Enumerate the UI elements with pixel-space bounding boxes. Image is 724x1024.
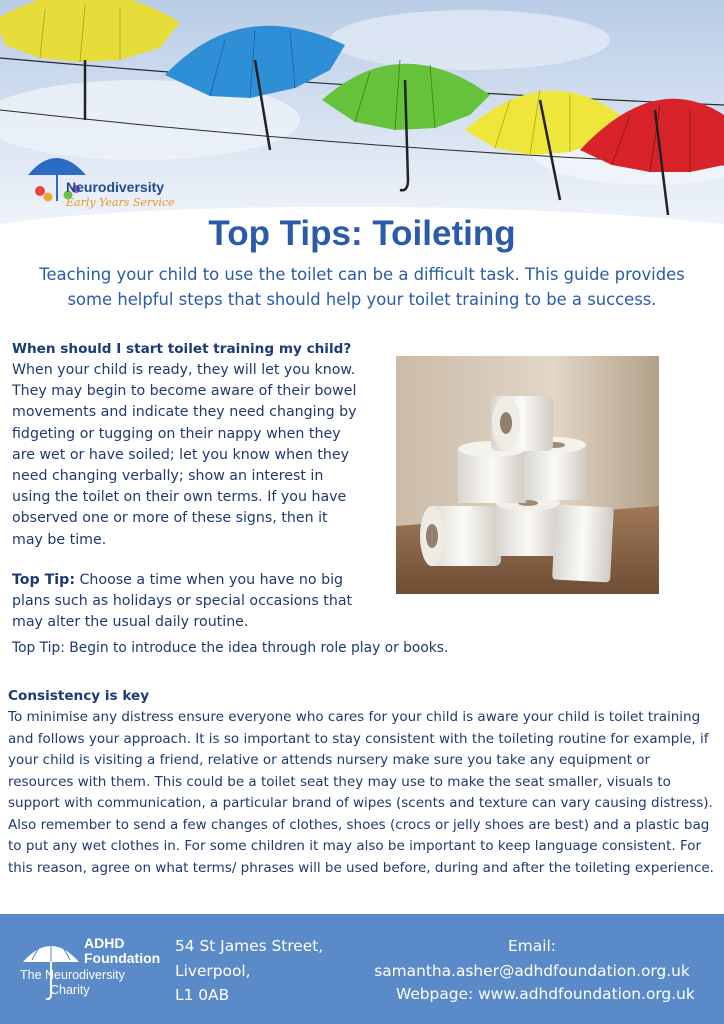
footer-contact (366, 934, 698, 983)
address-line-2: Liverpool, (175, 961, 251, 980)
top-tip-label: Top Tip: (12, 572, 76, 588)
section-heading-when-to-start: When should I start toilet training my child? (12, 341, 352, 357)
address-line-3: L1 0AB (175, 986, 230, 1004)
intro-text: Teaching your child to use the toilet can be a difficult task. This guide provides some helpful steps that should help your toilet training to be a success. (39, 265, 685, 309)
page-title: Top Tips: Toileting (208, 214, 516, 253)
neurodiversity-logo (30, 145, 180, 215)
section-body-consistency: To minimise any distress ensure everyone who cares for your child is aware your child is toilet training and follows your approach. It is so important to stay consistent with the toileting routine for example, if your child is visiting a friend, relative or attends nursery make sure you take any equipment or resources with them. This could be a toilet seat they may use to make the seat smaller, visuals to support with communication, a particular brand of wipes (scents and texture can vary causing distress). Also remember to send a few changes of clothes, shoes (crocs or jelly shoes are best) and a plastic bag to put any wet clothes in. For some children it may also be important to keep language consistent. For this reason, agree on what terms/ phrases will be used before, during and after the toileting experience. (8, 709, 714, 876)
toilet-rolls-photo (396, 356, 659, 594)
footer-org-name (84, 936, 160, 966)
brand-name: Neurodiversity (66, 179, 165, 195)
address-line-1: 54 St James Street, (175, 937, 324, 955)
footer-org-line1: ADHD (84, 935, 125, 951)
top-tip-1-text: Choose a time when you have no big plans such as holidays or special occasions that may alter the usual daily routine. (12, 572, 353, 631)
toilet-rolls-icon (396, 356, 659, 594)
footer-charity-line1: The Neurodiversity (20, 968, 125, 982)
email-label: Email: (508, 937, 556, 955)
email-link[interactable]: samantha.asher@adhdfoundation.org.uk (374, 961, 690, 980)
footer-charity-name (20, 968, 125, 998)
footer-charity-line2: Charity (50, 983, 90, 997)
green-umbrella (322, 60, 490, 190)
footer-org-line2: Foundation (84, 950, 161, 966)
hero-banner (0, 0, 724, 245)
adhd-foundation-logo (18, 932, 161, 1012)
brand-subtitle: Early Years Service (66, 196, 175, 209)
footer-address (175, 934, 323, 1008)
top-tip-2: Top Tip: Begin to introduce the idea through role play or books. (12, 640, 449, 656)
top-tip-1 (12, 570, 357, 634)
webpage-link[interactable]: Webpage: www.adhdfoundation.org.uk (396, 985, 695, 1003)
section-body-when-to-start: When your child is ready, they will let you know. They may begin to become aware of their bowel movements and indicate they need changing by fidgeting or tugging on their nappy when they are wet or have soiled; let you know when they need changing verbally; show an interest in using the toilet on their own terms. If you have observed one or more of these signs, then it may be time. (12, 362, 357, 548)
section-heading-consistency: Consistency is key (8, 688, 150, 704)
